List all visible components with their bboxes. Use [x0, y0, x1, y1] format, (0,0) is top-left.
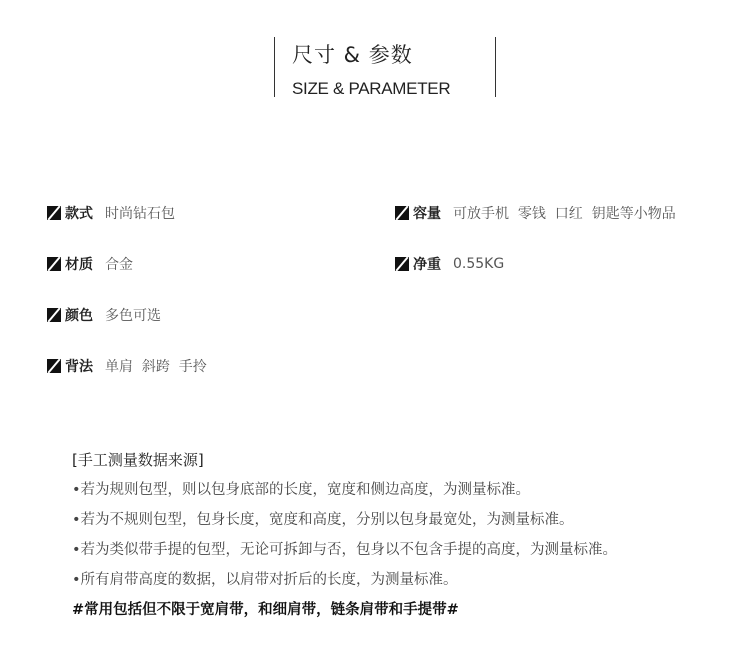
note-line: •若为规则包型，则以包身底部的长度，宽度和侧边高度，为测量标准。	[72, 482, 531, 498]
param-value: 时尚钻石包	[105, 206, 175, 222]
param-capacity	[395, 203, 676, 223]
param-value: 多色可选	[105, 308, 161, 324]
param-label: 背法	[65, 359, 93, 375]
param-material	[47, 254, 133, 274]
param-label: 净重	[413, 257, 441, 273]
param-label: 颜色	[65, 308, 93, 324]
notes-title: [手工测量数据来源]	[72, 451, 204, 469]
notes-final-line: #常用包括但不限于宽肩带，和细肩带，链条肩带和手提带#	[72, 602, 459, 618]
param-weight	[395, 254, 504, 274]
param-carry	[47, 356, 207, 376]
param-style	[47, 203, 175, 223]
slash-mark-icon	[47, 257, 61, 271]
note-line: •所有肩带高度的数据，以肩带对折后的长度，为测量标准。	[72, 572, 458, 588]
section-header	[274, 37, 496, 97]
slash-mark-icon	[395, 206, 409, 220]
note-line: •若为类似带手提的包型，无论可拆卸与否，包身以不包含手提的高度，为测量标准。	[72, 542, 618, 558]
param-color	[47, 305, 161, 325]
slash-mark-icon	[47, 359, 61, 373]
slash-mark-icon	[47, 308, 61, 322]
note-line: •若为不规则包型，包身长度，宽度和高度，分别以包身最宽处，为测量标准。	[72, 512, 574, 528]
slash-mark-icon	[47, 206, 61, 220]
section-title-en: SIZE & PARAMETER	[292, 79, 451, 98]
param-value: 可放手机 零钱 口红 钥匙等小物品	[453, 206, 676, 222]
param-label: 容量	[413, 206, 441, 222]
param-value: 单肩 斜跨 手拎	[105, 359, 207, 375]
param-label: 款式	[65, 206, 93, 222]
slash-mark-icon	[395, 257, 409, 271]
section-title-cn: 尺寸 & 参数	[292, 43, 413, 67]
measurement-notes	[72, 449, 617, 629]
param-label: 材质	[65, 257, 93, 273]
param-value: 0.55KG	[453, 256, 505, 272]
param-value: 合金	[105, 257, 133, 273]
